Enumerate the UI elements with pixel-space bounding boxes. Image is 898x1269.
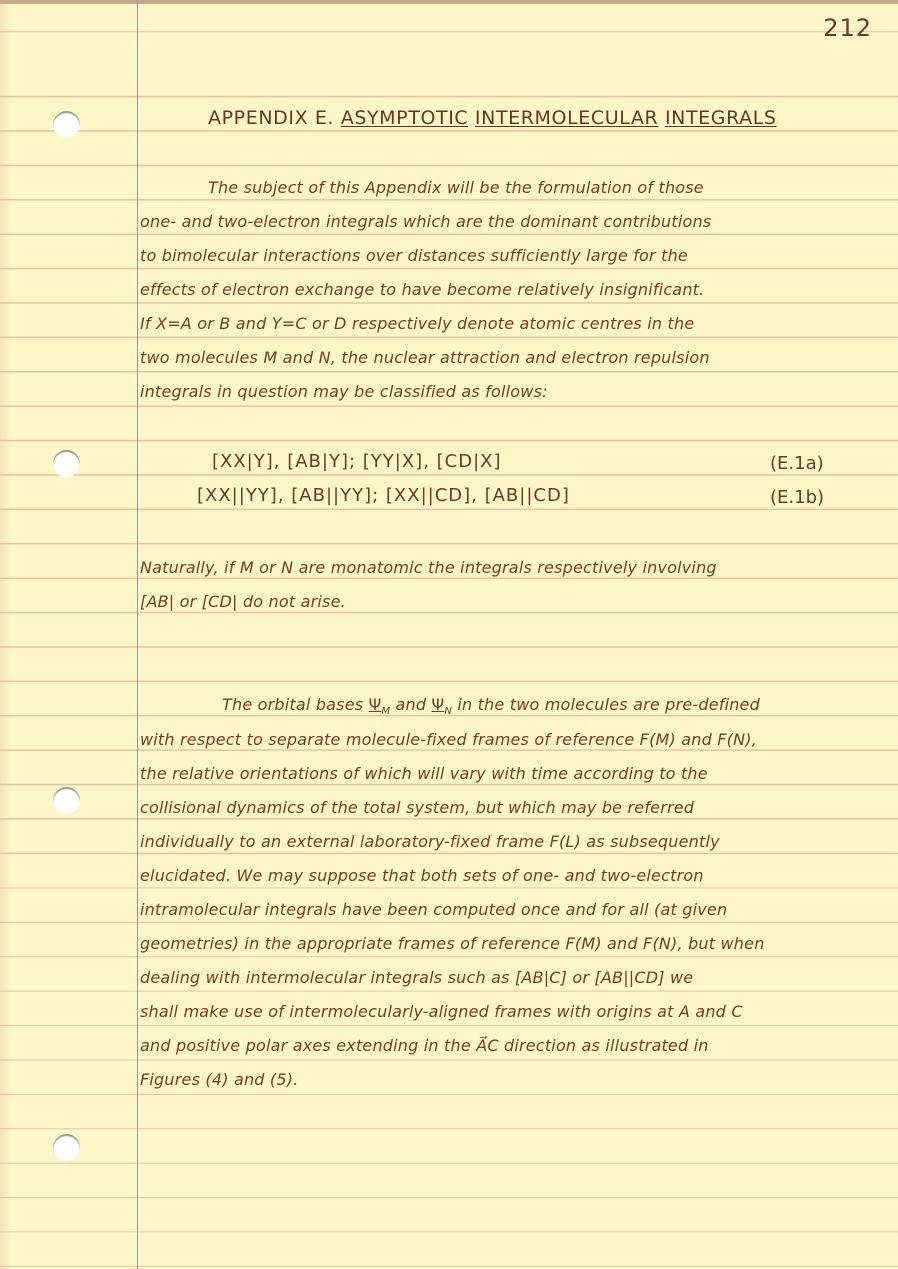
text-line: dealing with intermolecular integrals such as [AB|C] or [AB||CD] we: [140, 968, 694, 987]
psi-symbol: Ψ: [431, 695, 445, 714]
subscript-n: N: [444, 706, 453, 718]
text-line: shall make use of intermolecularly-aligned frames with origins at A and C: [140, 1002, 743, 1021]
text-line: individually to an external laboratory-fixed frame F(L) as subsequently: [140, 832, 720, 851]
text-line: geometries) in the appropriate frames of reference F(M) and F(N), but when: [140, 934, 765, 953]
text-line: Naturally, if M or N are monatomic the integrals respectively involving: [140, 558, 717, 577]
text-line: one- and two-electron integrals which are the dominant contributions: [140, 212, 712, 231]
page-number: 212: [823, 14, 872, 42]
text-line: effects of electron exchange to have become relatively insignificant.: [140, 280, 705, 299]
text-line: Figures (4) and (5).: [140, 1070, 299, 1089]
punch-hole: [53, 1134, 80, 1161]
punch-hole: [53, 111, 80, 138]
text-line: [AB| or [CD| do not arise.: [140, 592, 346, 611]
title-word: INTEGRALS: [664, 107, 777, 129]
title-prefix: APPENDIX E.: [208, 107, 335, 129]
punch-hole: [53, 787, 80, 814]
text-line: intramolecular integrals have been computed once and for all (at given: [140, 900, 728, 919]
text-line: with respect to separate molecule-fixed frames of reference F(M) and F(N),: [140, 730, 757, 749]
subscript-m: M: [381, 706, 391, 718]
text-line: integrals in question may be classified as follows:: [140, 382, 548, 401]
margin-line: [137, 0, 138, 1269]
punch-hole: [53, 450, 80, 477]
page-top-edge: [0, 0, 898, 4]
text-line: elucidated. We may suppose that both sets of one- and two-electron: [140, 866, 704, 885]
text-fragment: and: [395, 695, 427, 714]
equation-e1b: [XX||YY], [AB||YY]; [XX||CD], [AB||CD]: [197, 485, 570, 506]
equation-label-e1b: (E.1b): [770, 487, 825, 508]
title-word: INTERMOLECULAR: [474, 107, 659, 129]
text-fragment: The orbital bases: [222, 695, 364, 714]
text-line: to bimolecular interactions over distances sufficiently large for the: [140, 246, 688, 265]
title-word: ASYMPTOTIC: [340, 107, 469, 129]
text-line: collisional dynamics of the total system, but which may be referred: [140, 798, 695, 817]
text-line: two molecules M and N, the nuclear attraction and electron repulsion: [140, 348, 710, 367]
text-line: If X=A or B and Y=C or D respectively denote atomic centres in the: [140, 314, 695, 333]
equation-label-e1a: (E.1a): [770, 453, 824, 474]
equation-e1a: [XX|Y], [AB|Y]; [YY|X], [CD|X]: [212, 451, 502, 472]
text-line: The subject of this Appendix will be the formulation of those: [208, 178, 704, 197]
text-fragment: in the two molecules are pre-defined: [457, 695, 760, 714]
text-line: [222, 695, 760, 717]
psi-symbol: Ψ: [368, 695, 382, 714]
text-line: and positive polar axes extending in the A⃗C direction as illustrated in: [140, 1036, 709, 1055]
page-title: [208, 107, 777, 129]
text-line: the relative orientations of which will vary with time according to the: [140, 764, 708, 783]
